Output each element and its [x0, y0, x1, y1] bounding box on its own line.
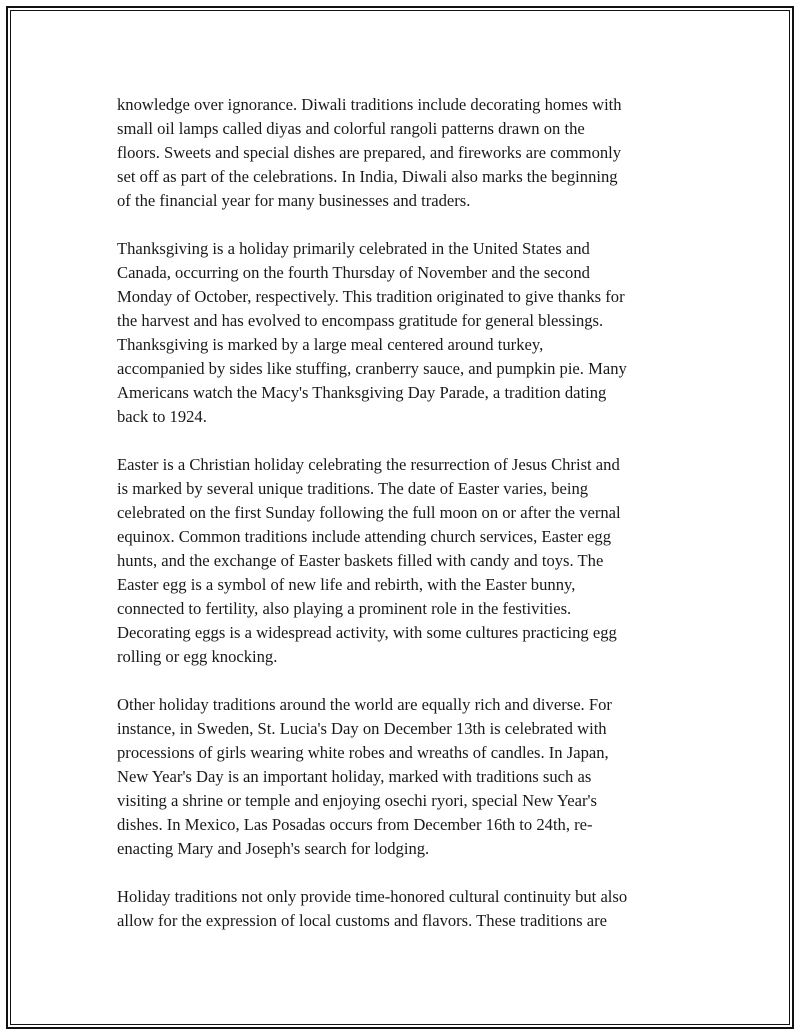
paragraph-conclusion: Holiday traditions not only provide time-honored cultural continuity but also allow for the expression of local customs and flavors. These traditions are: [117, 887, 628, 930]
paragraph-other-traditions: Other holiday traditions around the world are equally rich and diverse. For instance, in Sweden, St. Lucia's Day on December 13th is celebrated with processions of girls wearing white robes and wreaths of candles. In Japan, New Year's Day is an important holiday, marked with traditions such as visiting a shrine or temple and enjoying osechi ryori, special New Year's dishes. In Mexico, Las Posadas occurs from December 16th to 24th, re- enacting Mary and Joseph's search for lodging.: [117, 695, 612, 858]
document-body: [117, 93, 692, 957]
paragraph-thanksgiving: Thanksgiving is a holiday primarily celebrated in the United States and Canada, occurring on the fourth Thursday of November and the second Monday of October, respectively. This tradition originated to give thanks for the harvest and has evolved to encompass gratitude for general blessings. Thanksgiving is marked by a large meal centered around turkey, accompanied by sides like stuffing, cranberry sauce, and pumpkin pie. Many Americans watch the Macy's Thanksgiving Day Parade, a tradition dating back to 1924.: [117, 239, 627, 426]
paragraph-diwali: knowledge over ignorance. Diwali traditions include decorating homes with small oil lamps called diyas and colorful rangoli patterns drawn on the floors. Sweets and special dishes are prepared, and fireworks are commonly set off as part of the celebrations. In India, Diwali also marks the beginning of the financial year for many businesses and traders.: [117, 95, 622, 210]
paragraph-easter: Easter is a Christian holiday celebrating the resurrection of Jesus Christ and is marked by several unique traditions. The date of Easter varies, being celebrated on the first Sunday following the full moon on or after the vernal equinox. Common traditions include attending church services, Easter egg hunts, and the exchange of Easter baskets filled with candy and toys. The Easter egg is a symbol of new life and rebirth, with the Easter bunny, connected to fertility, also playing a prominent role in the festivities. Decorating eggs is a widespread activity, with some cultures practicing egg rolling or egg knocking.: [117, 455, 621, 666]
